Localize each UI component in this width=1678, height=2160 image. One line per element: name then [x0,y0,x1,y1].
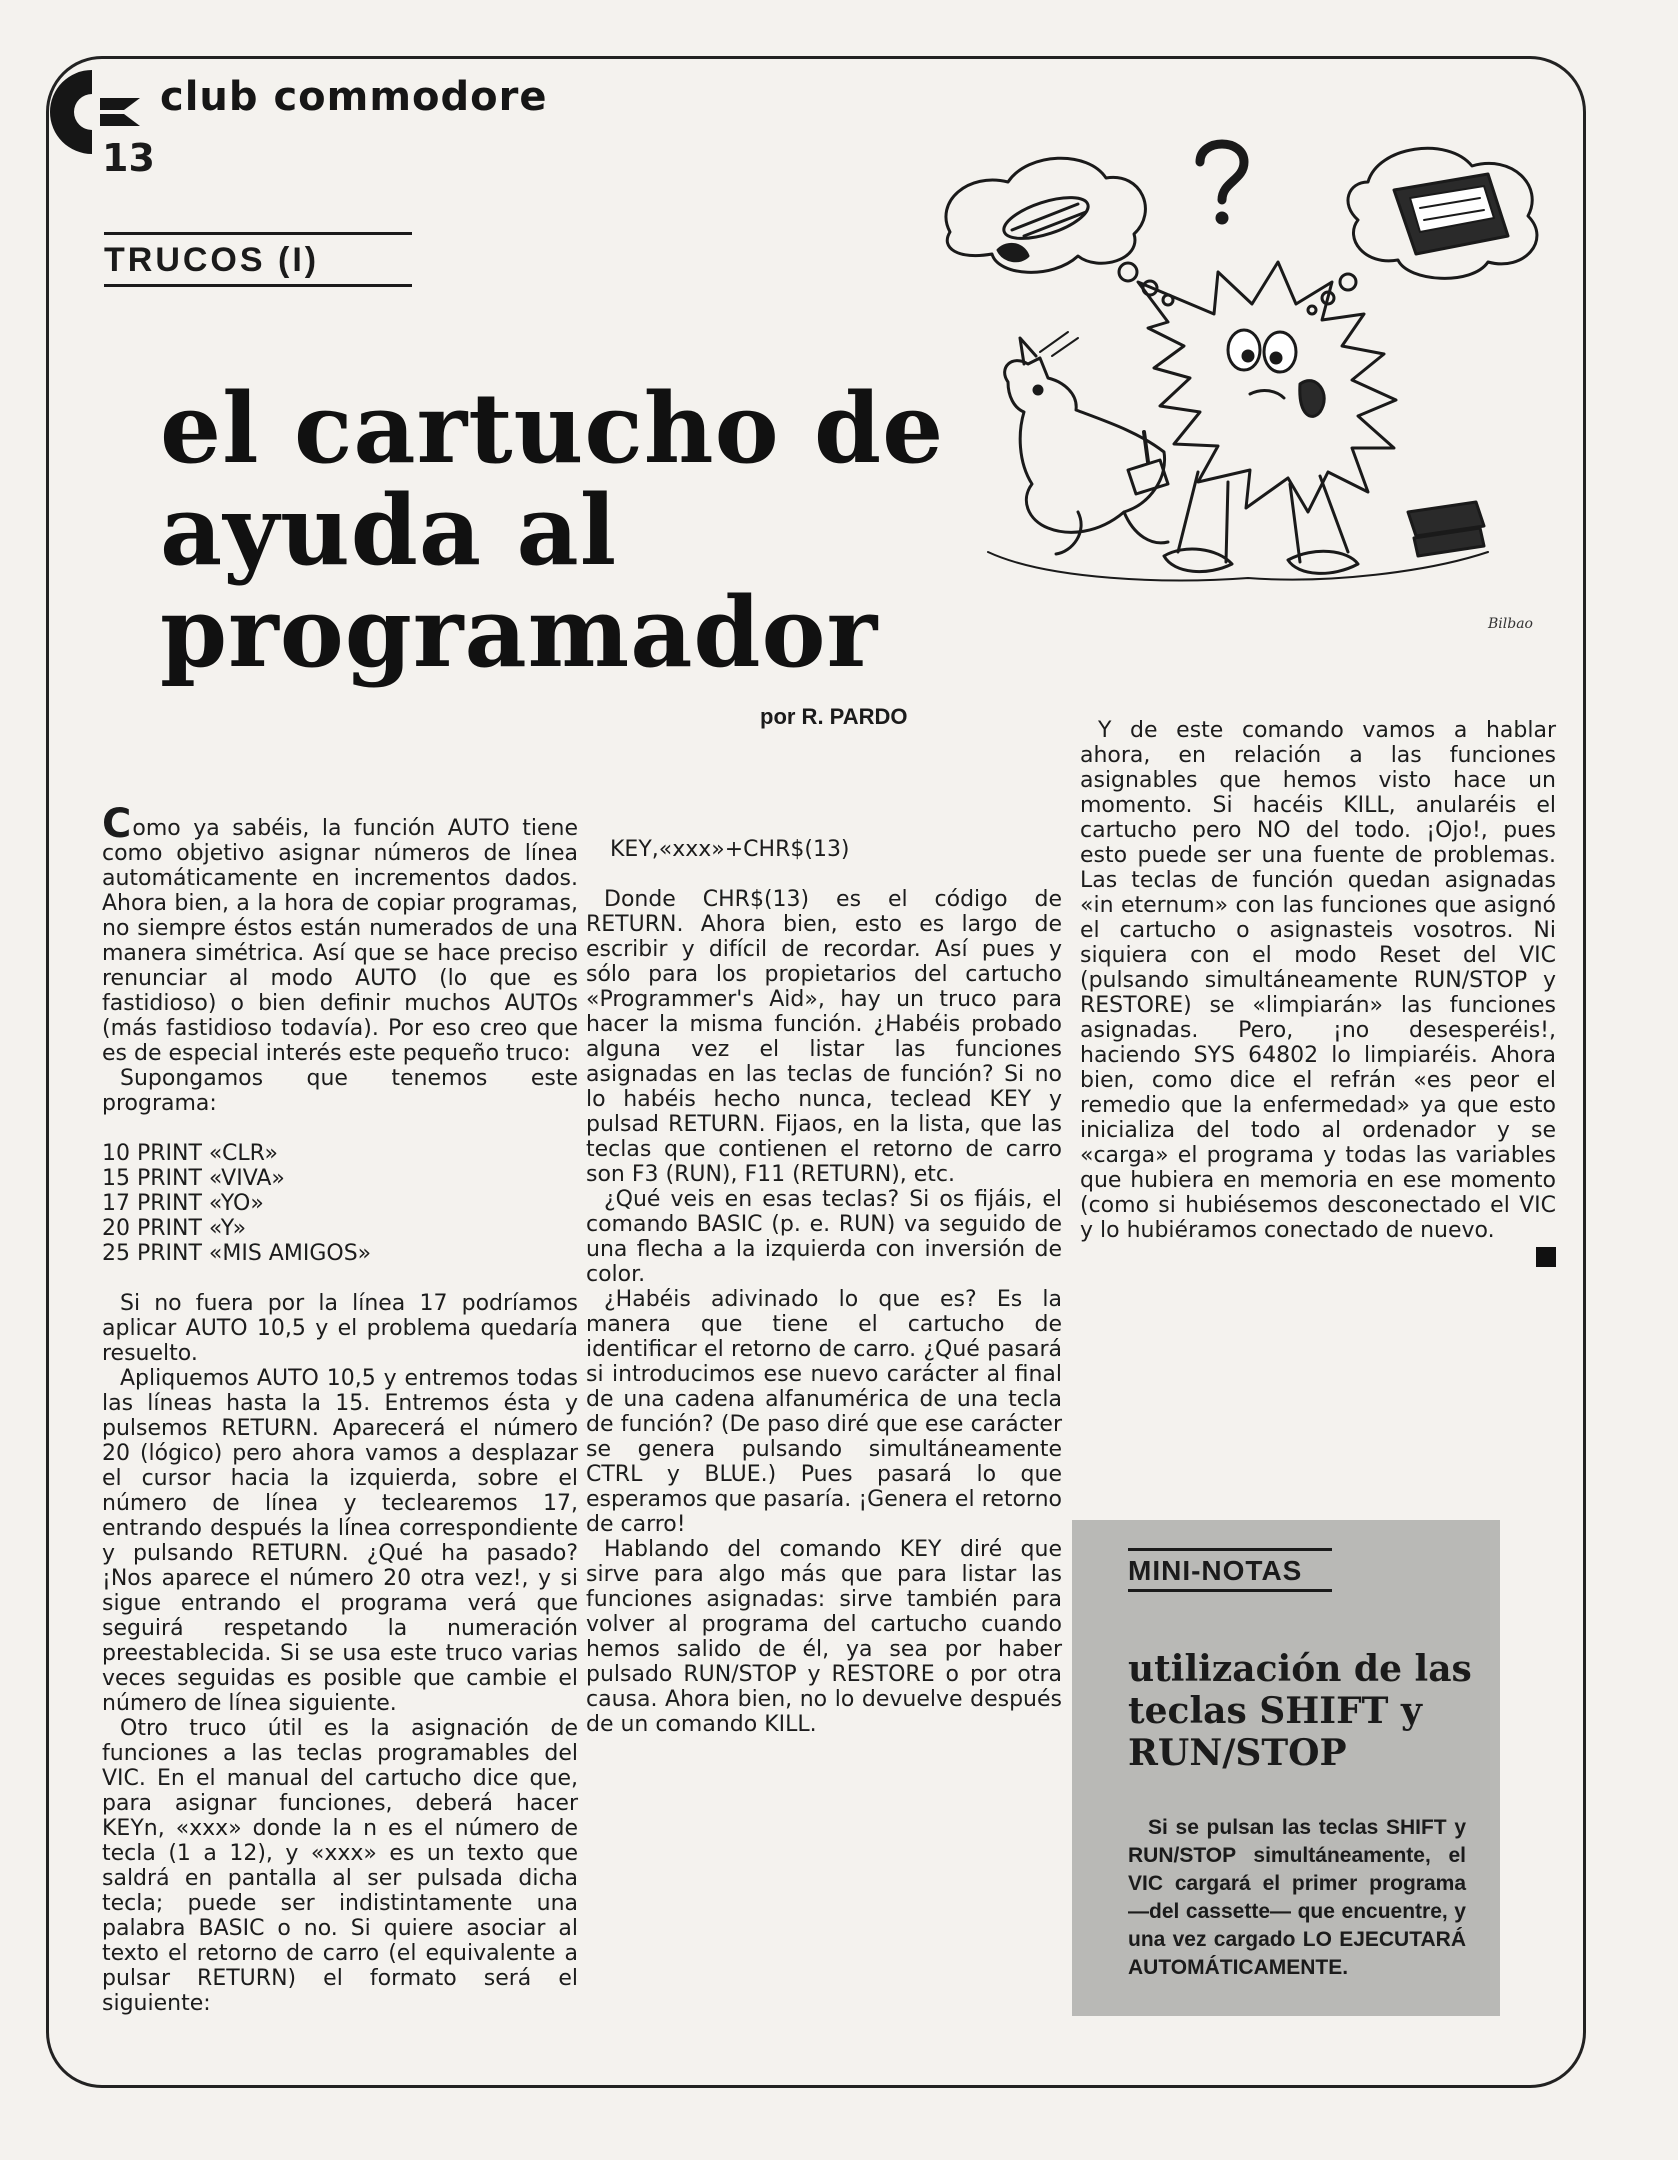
program-line: 20 PRINT «Y» [102,1216,247,1241]
question-mark-icon [1200,144,1244,200]
paragraph: Supongamos que tenemos este programa: [102,1066,578,1116]
end-of-article-mark [1536,1247,1556,1267]
dog [1005,358,1165,532]
issue-number: 13 [102,136,155,180]
paragraph: Donde CHR$(13) es el código de RETURN. Ahora bien, esto es largo de escribir y difícil de recordar. Así pues y sólo para los propietarios del cartucho «Programmer's Aid», hay un truco para hacer la misma función. ¿Habéis probado alguna vez el listar las funciones asignadas en las teclas de función? Si no lo habéis hecho nunca, teclead KEY y pulsad RETURN. Fijaos, en la lista, que las teclas que contienen el retorno de carro son F3 (RUN), F11 (RETURN), etc. [586,887,1062,1187]
article-title [160,372,1020,689]
mini-notas-body [1128,1814,1466,1982]
paragraph: Hablando del comando KEY diré que sirve para algo más que para listar las funciones asignadas: sirve también para volver al programa del cartucho cuando hemos salido de él, ya sea por haber pulsado RUN/STOP y RESTORE o por otra causa. Ahora bien, no lo devuelve después de un comando KILL. [586,1537,1062,1737]
cartoon-illustration [928,132,1568,652]
mini-notas-title: utilización de las teclas SHIFT y RUN/STOP [1128,1648,1472,1774]
section-title: TRUCOS (I) [104,232,412,287]
program-line: 10 PRINT «CLR» [102,1141,278,1166]
title-line-3: programador [160,576,879,689]
illustration-signature: Bilbao [1488,616,1533,632]
key-format: KEY,«xxx»+CHR$(13) [610,837,850,862]
paragraph: Otro truco útil es la asignación de funciones a las teclas programables del VIC. En el manual del cartucho dice que, para asignar funciones, deberá hacer KEYn, «xxx» donde la n es el número de tecla (1 a 12), y «xxx» es un texto que saldrá en pantalla al ser pulsada dicha tecla; puede ser indistintamente una palabra BASIC o no. Si quiere asociar al texto el retorno de carro (el equivalente a pulsar RETURN) el formato será el siguiente: [102,1716,578,2016]
program-listing [102,1141,578,1266]
paragraph: Si no fuera por la línea 17 podríamos aplicar AUTO 10,5 y el problema quedaría resuelto. [102,1291,578,1366]
title-line-2: ayuda al [160,474,618,587]
creature [1138,262,1396,512]
mini-notas-box [1072,1520,1500,2016]
column-1 [102,801,578,2016]
paragraph: ¿Habéis adivinado lo que es? Es la manera que tiene el cartucho de identificar el retorno de carro. ¿Qué pasará si introducimos ese nuevo carácter al final de una cadena alfanumérica de una tecla de función? (De paso diré que ese carácter se genera pulsando simultáneamente CTRL y BLUE.) Pues pasará lo que esperamos que pasaría. ¡Genera el retorno de carro! [586,1287,1062,1537]
title-line-1: el cartucho de [160,372,945,485]
drop-cap: C [102,801,132,847]
paragraph [102,801,578,1066]
paragraph: Apliquemos AUTO 10,5 y entremos todas las líneas hasta la 15. Entremos ésta y pulsemos RETURN. Aparecerá el número 20 (lógico) pero ahora vamos a desplazar el cursor hacia la izquierda, sobre el número de línea y teclearemos 17, entrando después la línea correspondiente y pulsando RETURN. ¿Qué ha pasado? ¡Nos aparece el número 20 otra vez!, y si sigue entrando el programa verá que seguirá respetando la numeración preestablecida. Si se usa este truco varias veces seguidas es posible que cambie el número de línea siguiente. [102,1366,578,1716]
program-line: 17 PRINT «YO» [102,1191,264,1216]
program-line: 15 PRINT «VIVA» [102,1166,285,1191]
mini-notas-label: MINI-NOTAS [1128,1548,1332,1592]
column-2 [586,812,1062,1737]
program-line: 25 PRINT «MIS AMIGOS» [102,1241,372,1266]
paragraph-text: omo ya sabéis, la función AUTO tiene como objetivo asignar números de línea automáticamente en incrementos dados. Ahora bien, a la hora de copiar programas, no siempre éstos están numerados de una manera simétrica. Así que se hace preciso renunciar al modo AUTO (lo que es fastidioso) o bien definir muchos AUTOs (más fastidioso todavía). Por eso creo que es de especial interés este pequeño truco: [102,816,578,1066]
byline: por R. PARDO [760,704,908,729]
mini-notas-text: Si se pulsan las teclas SHIFT y RUN/STOP simultáneamente, el VIC cargará el primer programa —del cassette— que encuentre, y una vez cargado LO EJECUTARÁ AUTOMÁTICAMENTE. [1128,1816,1466,1979]
paragraph: Y de este comando vamos a hablar ahora, en relación a las funciones asignables que hemos visto hace un momento. Si hacéis KILL, anularéis el cartucho pero NO del todo. ¡Ojo!, pues esto puede ser una fuente de problemas. Las teclas de función quedan asignadas «in eternum» con las funciones que asignó el cartucho o asignasteis vosotros. Ni siquiera con el modo Reset del VIC (pulsando simultáneamente RUN/STOP y RESTORE) se «limpiarán» las funciones asignadas. Pero, ¡no desesperéis!, haciendo SYS 64802 lo limpiaréis. Ahora bien, como dice el refrán «es peor el remedio que la enfermedad» ya que esto inicializa del todo al ordenador y se «carga» el programa y todas las variables que hubiera en memoria en ese momento (como si hubiésemos desconectado el VIC y lo hubiéramos conectado de nuevo. [1080,718,1556,1243]
paragraph: ¿Qué veis en esas teclas? Si os fijáis, el comando BASIC (p. e. RUN) va seguido de una flecha a la izquierda con inversión de color. [586,1187,1062,1287]
brand-name: club commodore [160,74,548,120]
column-3 [1080,718,1556,1267]
